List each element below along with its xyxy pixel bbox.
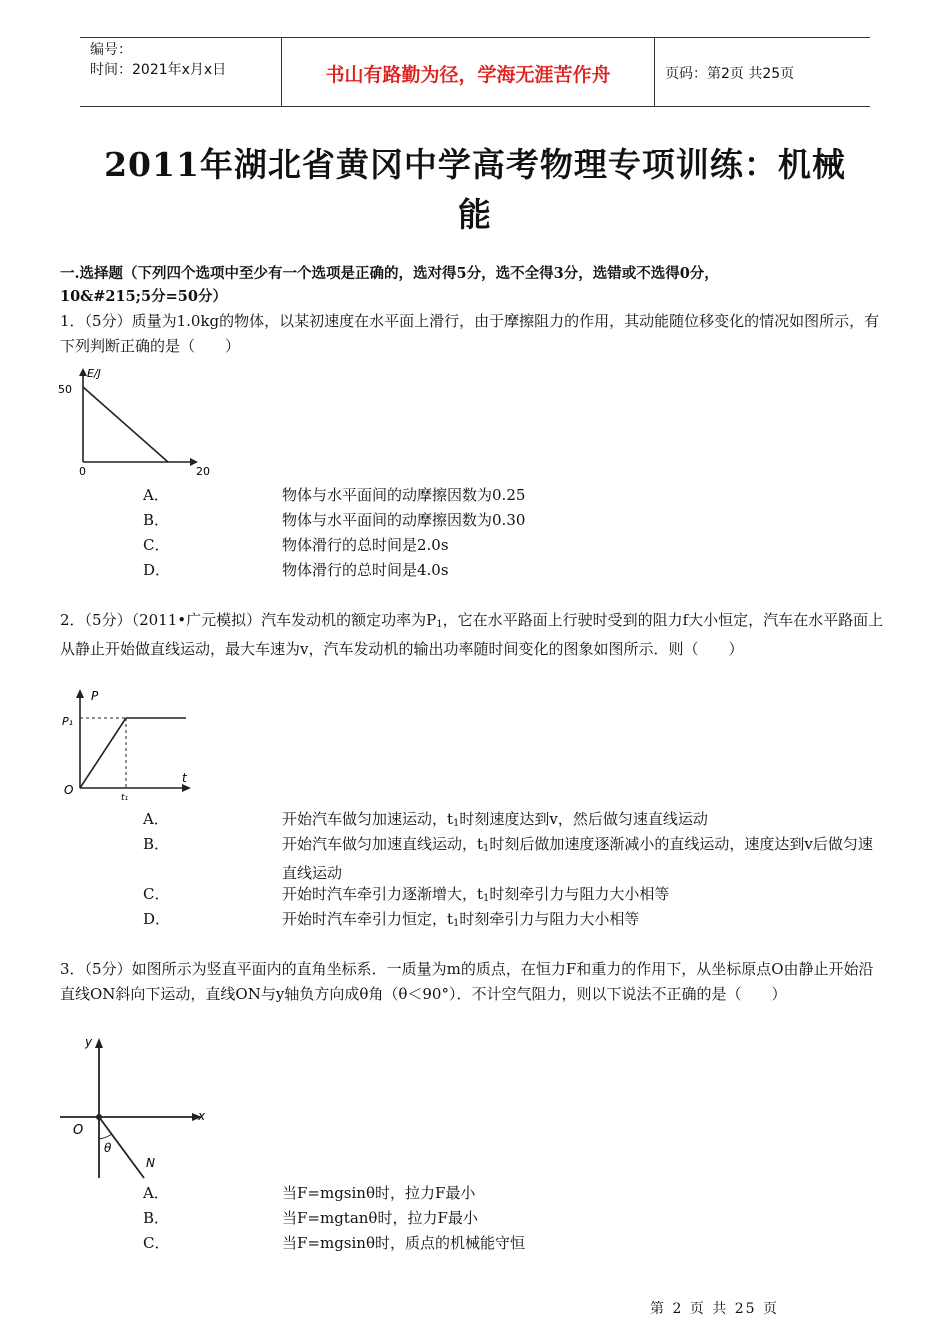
option-text-pre: 开始时汽车牵引力恒定，t	[282, 910, 454, 928]
x-tick-label: 20	[196, 465, 210, 478]
y-tick-label: 50	[58, 383, 72, 396]
q2-text-pre: 2．（5分）（2011•广元模拟）汽车发动机的额定功率为P	[60, 611, 437, 629]
option-label: A．	[143, 486, 169, 504]
option-text-sub: 1	[483, 843, 490, 854]
question-3-text: 3．（5分）如图所示为竖直平面内的直角坐标系．一质量为m的质点，在恒力F和重力的作用下，从坐标原点O由静止开始沿直线ON斜向下运动，直线ON与y轴负方向成θ角（θ＜90°）．不计空气阻力，则以下说法不正确的是（ ）	[60, 960, 874, 1003]
section-line-1: 一.选择题（下列四个选项中至少有一个选项是正确的，选对得5分，选不全得3分，选错或不选得0分，	[60, 265, 719, 282]
y-axis-arrow-icon	[95, 1038, 103, 1048]
title-line-2: 能	[458, 195, 492, 234]
option-text	[282, 832, 882, 886]
title-line-1: 2011年湖北省黄冈中学高考物理专项训练：机械	[104, 145, 846, 184]
p1-label: P₁	[62, 715, 74, 728]
header-divider	[654, 38, 655, 106]
t1-label: t₁	[121, 793, 129, 802]
option-text: 物体与水平面间的动摩擦因数为0.25	[282, 486, 526, 504]
power-ramp-line	[80, 718, 126, 788]
section-line-2: 10&#215;5分=50分）	[60, 288, 227, 305]
option-label: A．	[143, 1184, 169, 1202]
number-label: 编号：	[90, 42, 132, 58]
option-label: D．	[143, 910, 171, 928]
option-text: 物体滑行的总时间是4.0s	[282, 561, 449, 579]
angle-arc	[99, 1134, 112, 1139]
page-footer: 第 2 页 共 25 页	[650, 1301, 779, 1317]
option-text-pre: 开始时汽车牵引力逐渐增大，t	[282, 885, 484, 903]
question-2-graph	[58, 684, 198, 802]
page-info: 页码：第2页 共25页	[665, 66, 795, 82]
x-origin-label: 0	[79, 465, 86, 478]
option-label: C．	[143, 885, 170, 903]
y-axis-label: P	[91, 689, 99, 703]
option-text: 当F=mgsinθ时，质点的机械能守恒	[282, 1234, 525, 1252]
page-title	[60, 140, 890, 240]
option-text-sub: 1	[453, 918, 460, 929]
y-axis-arrow-icon	[79, 368, 87, 376]
option-label: B．	[143, 835, 170, 853]
y-axis-arrow-icon	[76, 689, 84, 698]
option-text: 物体与水平面间的动摩擦因数为0.30	[282, 511, 526, 529]
q2-text-sub: 1	[436, 619, 443, 630]
q2-text-post: ，它在水平路面上行驶时受到的阻力f大小恒定，汽车在水平路面上从静止开始做直线运动，最大车速为v，汽车发动机的输出功率随时间变化的图象如图所示．则（ ）	[60, 611, 884, 658]
theta-label: θ	[104, 1141, 112, 1155]
question-1-text: 1．（5分）质量为1.0kg的物体，以某初速度在水平面上滑行，由于摩擦阻力的作用，其动能随位移变化的情况如图所示，有下列判断正确的是（ ）	[60, 312, 880, 355]
option-text-pre: 开始汽车做匀加速直线运动，t	[282, 835, 484, 853]
option-text: 物体滑行的总时间是2.0s	[282, 536, 449, 554]
option-text-post: 时刻牵引力与阻力大小相等	[489, 885, 670, 903]
question-3-graph	[56, 1030, 216, 1182]
energy-line	[83, 387, 168, 462]
option-label: C．	[143, 1234, 170, 1252]
date-label: 时间：2021年x月x日	[90, 62, 227, 78]
option-text-post: 时刻后做加速度逐渐减小的直线运动，速度达到v后做匀速直线运动	[282, 835, 873, 882]
option-label: B．	[143, 1209, 170, 1227]
n-label: N	[146, 1156, 155, 1170]
section-heading	[60, 262, 890, 308]
option-label: D．	[143, 561, 171, 579]
option-text	[282, 907, 882, 936]
x-axis-label: x	[198, 1109, 206, 1123]
option-text-post: 时刻速度达到v，然后做匀速直线运动	[459, 810, 708, 828]
page-header	[80, 37, 870, 107]
x-axis-label: t	[182, 771, 187, 785]
motto: 书山有路勤为径，学海无涯苦作舟	[325, 64, 611, 86]
y-axis-label: E/J	[87, 367, 101, 380]
option-text-post: 时刻牵引力与阻力大小相等	[459, 910, 640, 928]
option-text-sub: 1	[453, 818, 460, 829]
option-text-sub: 1	[483, 893, 490, 904]
option-text-pre: 开始汽车做匀加速运动，t	[282, 810, 454, 828]
y-axis-label: y	[85, 1035, 93, 1049]
option-label: A．	[143, 810, 169, 828]
origin-label: O	[73, 1123, 84, 1138]
header-meta	[90, 40, 282, 80]
option-text: 当F=mgtanθ时，拉力F最小	[282, 1209, 478, 1227]
option-label: C．	[143, 536, 170, 554]
origin-label: O	[64, 783, 74, 797]
option-label: B．	[143, 511, 170, 529]
question-2-text	[60, 608, 885, 662]
question-1-graph	[56, 362, 216, 480]
x-axis-arrow-icon	[182, 784, 191, 792]
option-text: 当F=mgsinθ时，拉力F最小	[282, 1184, 476, 1202]
